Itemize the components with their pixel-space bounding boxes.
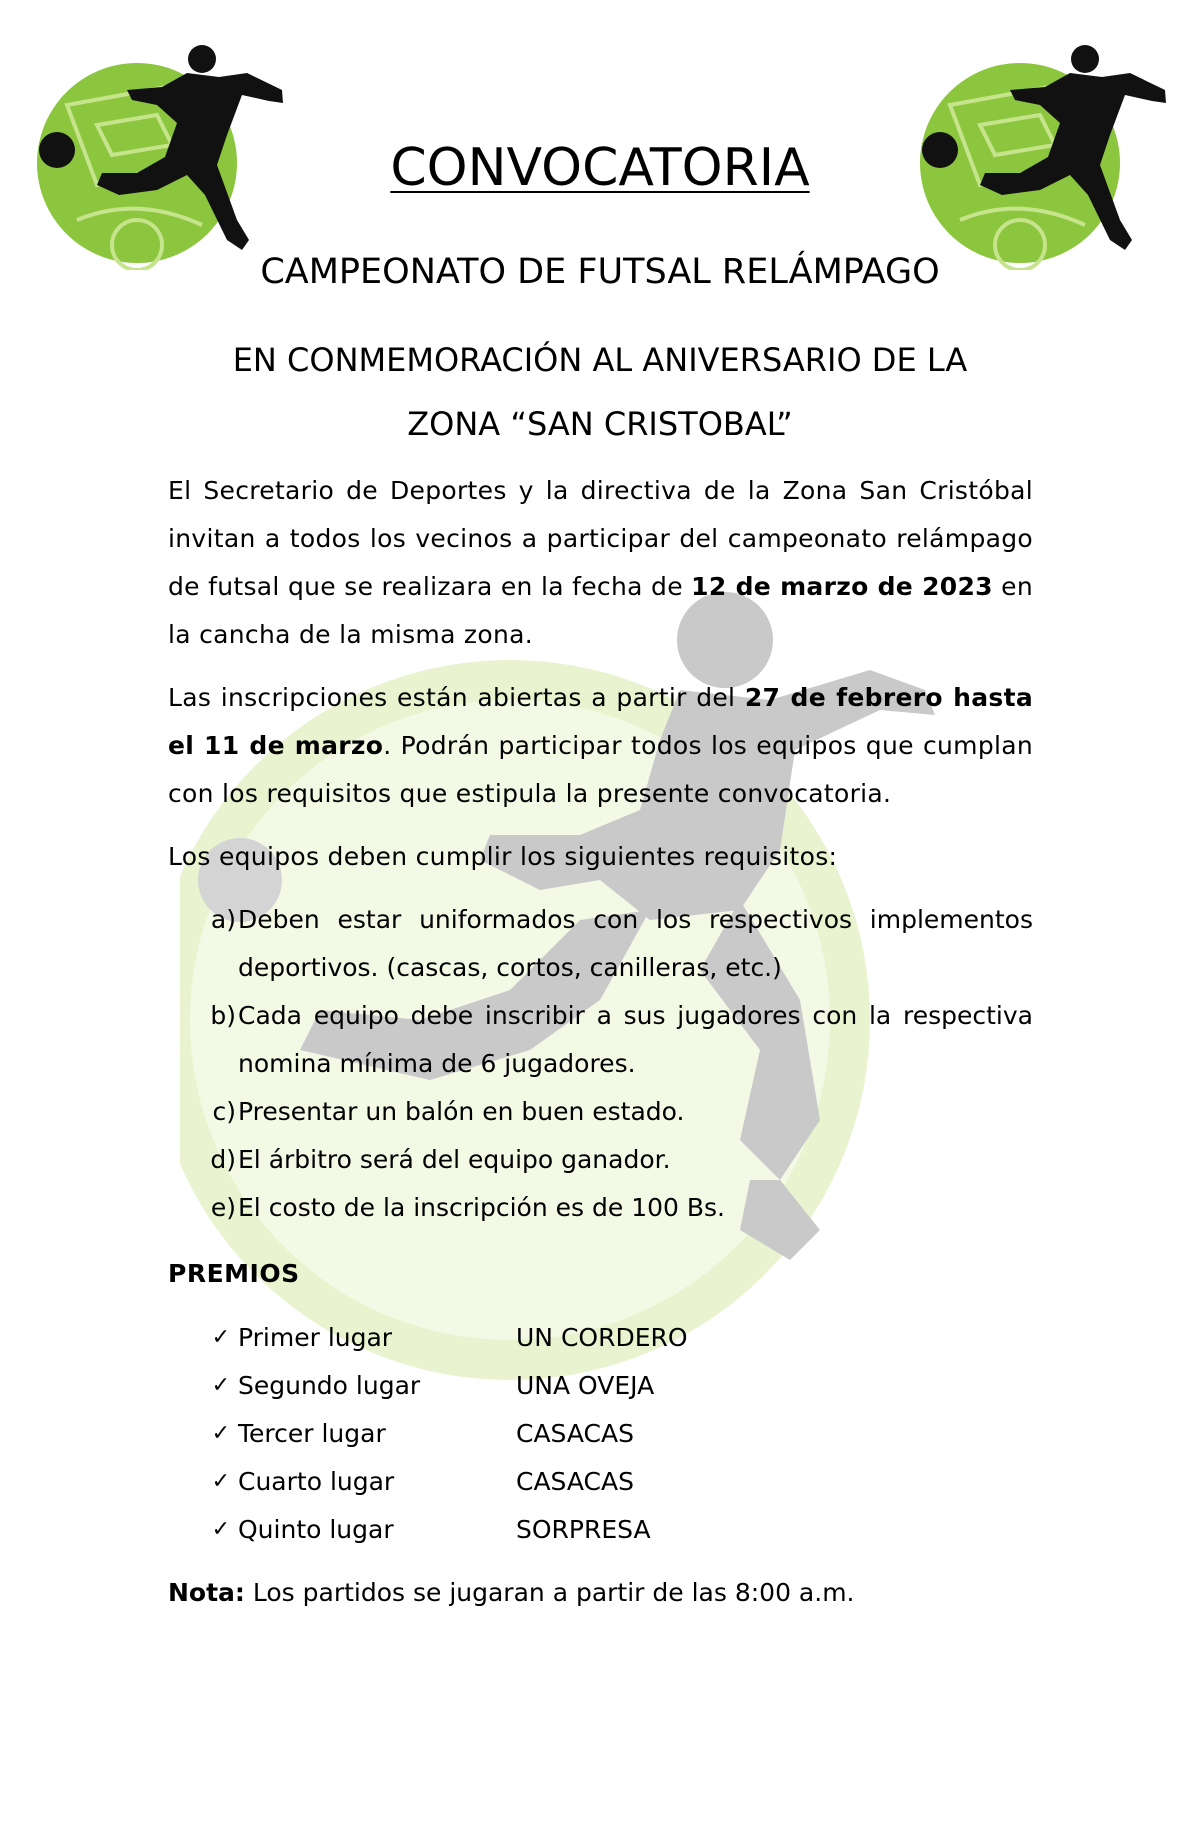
registration-text: Las inscripciones están abiertas a partir del — [168, 683, 745, 712]
requirements-list — [168, 896, 1033, 1232]
prize-item — [168, 1362, 1033, 1410]
requirement-text: Deben estar uniformados con los respectivos implementos deportivos. (cascas, cortos, canilleras, etc.) — [238, 905, 1033, 982]
requirement-text: El árbitro será del equipo ganador. — [238, 1145, 671, 1174]
registration-period: 27 de febrero hasta el 11 de marzo — [168, 683, 1033, 760]
requirement-letter: a) — [210, 905, 236, 934]
registration-paragraph — [168, 674, 1033, 818]
prize-item — [168, 1410, 1033, 1458]
check-icon: ✓ — [211, 1469, 230, 1494]
requirement-text: El costo de la inscripción es de 100 Bs. — [238, 1193, 725, 1222]
requirement-letter: b) — [210, 1001, 236, 1030]
prize-reward: UNA OVEJA — [516, 1371, 655, 1400]
intro-text-end: en la cancha de la misma zona. — [168, 572, 1033, 649]
requirement-item — [168, 1184, 1033, 1232]
prize-item — [168, 1506, 1033, 1554]
prize-place: Tercer lugar — [238, 1419, 386, 1448]
prize-place: Segundo lugar — [238, 1371, 421, 1400]
note-label: Nota: — [168, 1578, 245, 1607]
event-date: 12 de marzo de 2023 — [691, 572, 993, 601]
check-icon: ✓ — [211, 1517, 230, 1542]
check-icon: ✓ — [211, 1421, 230, 1446]
requirement-item — [168, 992, 1033, 1088]
prize-place: Quinto lugar — [238, 1515, 394, 1544]
occasion-heading — [150, 328, 1050, 456]
requirement-letter: d) — [210, 1145, 236, 1174]
occasion-line-1: EN CONMEMORACIÓN AL ANIVERSARIO DE LA — [232, 341, 968, 379]
prizes-heading: PREMIOS — [168, 1259, 300, 1288]
prize-reward: SORPRESA — [516, 1515, 651, 1544]
requirement-text: Presentar un balón en buen estado. — [238, 1097, 685, 1126]
intro-paragraph — [168, 467, 1033, 659]
prizes-list — [168, 1314, 1033, 1554]
document-body — [168, 467, 1033, 1617]
requirement-item — [168, 896, 1033, 992]
requirement-text: Cada equipo debe inscribir a sus jugadores con la respectiva nomina mínima de 6 jugadores. — [238, 1001, 1033, 1078]
occasion-line-2: ZONA “SAN CRISTOBAL” — [407, 405, 793, 443]
requirement-item — [168, 1088, 1033, 1136]
requirement-letter: e) — [210, 1193, 236, 1222]
prize-reward: CASACAS — [516, 1467, 634, 1496]
document-subtitle: CAMPEONATO DE FUTSAL RELÁMPAGO — [260, 252, 940, 292]
requirement-item — [168, 1136, 1033, 1184]
note-text: Los partidos se jugaran a partir de las 8:00 a.m. — [244, 1578, 855, 1607]
prize-place: Primer lugar — [238, 1323, 393, 1352]
prize-reward: UN CORDERO — [516, 1323, 688, 1352]
requirement-letter: c) — [212, 1097, 236, 1126]
prize-item — [168, 1314, 1033, 1362]
intro-text: El Secretario de Deportes y la directiva de la Zona San Cristóbal invitan a todos los vecinos a participar del campeonato relámpago de futsal que se realizara en la fecha de — [168, 476, 1033, 601]
registration-text-end: . Podrán participar todos los equipos que cumplan con los requisitos que estipula la presente convocatoria. — [168, 731, 1033, 808]
requirements-intro: Los equipos deben cumplir los siguientes requisitos: — [168, 842, 838, 871]
check-icon: ✓ — [211, 1325, 230, 1350]
note-paragraph — [168, 1569, 1033, 1617]
document-title: CONVOCATORIA — [390, 138, 810, 198]
prize-reward: CASACAS — [516, 1419, 634, 1448]
prize-item — [168, 1458, 1033, 1506]
prize-place: Cuarto lugar — [238, 1467, 395, 1496]
check-icon: ✓ — [211, 1373, 230, 1398]
